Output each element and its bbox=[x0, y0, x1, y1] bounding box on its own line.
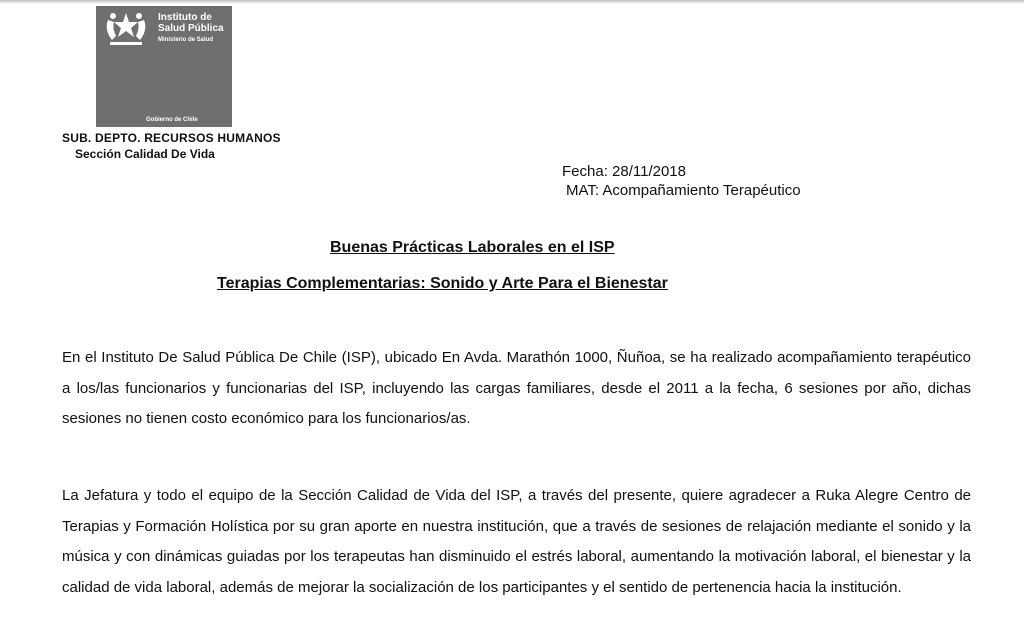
subject-line: MAT: Acompañamiento Terapéutico bbox=[566, 182, 801, 199]
body-paragraph-2: La Jefatura y todo el equipo de la Sección Calidad de Vida del ISP, a través del presente, quiere agradecer a Ruka Alegre Centro de Terapias y Formación Holística por su gran aporte en nuestra institución, que a través de sesiones de relajación mediante el sonido y la música y con dinámicas guiadas por los terapeutas han disminuido el estrés laboral, aumentando la motivación laboral, el bienestar y la calidad de vida laboral, además de mejorar la socialización de los participantes y el sentido de pertenencia hacia la institución. bbox=[62, 487, 971, 596]
logo-government: Gobierno de Chile bbox=[146, 117, 198, 123]
document-title: Buenas Prácticas Laborales en el ISP bbox=[330, 239, 615, 256]
isp-logo bbox=[96, 6, 232, 127]
department-heading: SUB. DEPTO. RECURSOS HUMANOS bbox=[62, 131, 281, 145]
page-top-edge bbox=[0, 0, 1024, 4]
chile-coat-of-arms-icon bbox=[102, 10, 150, 48]
section-heading: Sección Calidad De Vida bbox=[75, 147, 215, 161]
body-paragraph-1: En el Instituto De Salud Pública De Chile (ISP), ubicado En Avda. Marathón 1000, Ñuñoa, se ha realizado acompañamiento terapéutico a los/las funcionarios y funcionarias del ISP, incluyendo las cargas familiares, desde el 2011 a la fecha, 6 sesiones por año, dichas sesiones no tienen costo económico para los funcionarios/as. bbox=[62, 349, 971, 427]
logo-institution-name: Instituto de Salud Pública bbox=[158, 12, 224, 34]
logo-ministry: Ministerio de Salud bbox=[158, 37, 214, 43]
document-subtitle: Terapias Complementarias: Sonido y Arte Para el Bienestar bbox=[217, 275, 668, 292]
date-line: Fecha: 28/11/2018 bbox=[562, 163, 686, 180]
